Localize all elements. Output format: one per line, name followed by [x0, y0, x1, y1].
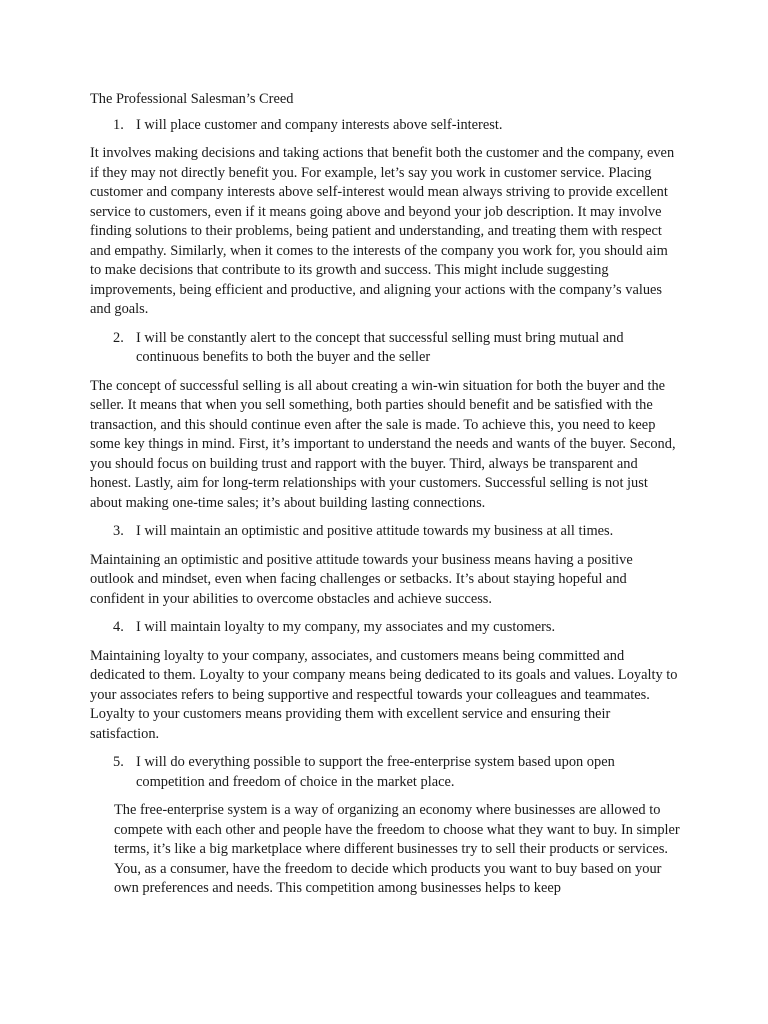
creed-item-1	[90, 116, 680, 136]
creed-item-5	[90, 753, 680, 792]
item-heading: I will place customer and company interests above self-interest.	[136, 116, 503, 133]
item-number: 1.	[113, 116, 124, 133]
document-page	[90, 90, 680, 908]
body-paragraph-3: Maintaining an optimistic and positive attitude towards your business means having a positive outlook and mindset, even when facing challenges or setbacks. It’s about staying hopeful and confident in your abilities to overcome obstacles and achieve success.	[90, 551, 633, 607]
item-number: 5.	[113, 754, 124, 770]
item-heading: I will maintain an optimistic and positive attitude towards my business at all times.	[136, 523, 614, 539]
item-heading: I will maintain loyalty to my company, my associates and my customers.	[136, 619, 556, 635]
creed-item-4	[90, 618, 680, 638]
creed-item-2	[90, 329, 680, 368]
item-number: 3.	[113, 523, 124, 539]
item-heading: I will be constantly alert to the concept that successful selling must bring mutual and continuous benefits to both the buyer and the seller	[136, 329, 624, 365]
body-paragraph-4: Maintaining loyalty to your company, associates, and customers means being committed and dedicated to them. Loyalty to your company means being dedicated to its goals and values. Loyalty to your associates refers to being supportive and respectful towards your colleagues and teammates. Loyalty to your customers means providing them with excellent service and ensuring their satisfaction.	[90, 647, 678, 742]
creed-item-3	[90, 522, 680, 542]
item-number: 2.	[113, 329, 124, 346]
body-paragraph-5: The free-enterprise system is a way of organizing an economy where businesses are allowed to compete with each other and people have the freedom to choose what they want to buy. In simpler terms, it’s like a big marketplace where different businesses try to sell their products or services. You, as a consumer, have the freedom to decide which products you want to buy based on your own preferences and needs. This competition among businesses helps to keep	[114, 802, 680, 896]
document-title: The Professional Salesman’s Creed	[90, 91, 294, 107]
body-paragraph-2: The concept of successful selling is all about creating a win-win situation for both the buyer and the seller. It means that when you sell something, both parties should benefit and be satisfied with the transaction, and this should continue even after the sale is made. To achieve this, you need to keep some key things in mind. First, it’s important to understand the needs and wants of the buyer. Second, you should focus on building trust and rapport with the buyer. Third, always be transparent and honest. Lastly, aim for long-term relationships with your customers. Successful selling is not just about making one-time sales; it’s about building lasting connections.	[90, 377, 676, 511]
item-number: 4.	[113, 619, 124, 635]
body-paragraph-1: It involves making decisions and taking actions that benefit both the customer and the company, even if they may not directly benefit you. For example, let’s say you work in customer service. Placing customer and company interests above self-interest would mean always striving to provide excellent service to customers, even if it means going above and beyond your job description. It may involve finding solutions to their problems, being patient and understanding, and treating them with respect and empathy. Similarly, when it comes to the interests of the company you work for, you should aim to make decisions that contribute to its growth and success. This might include suggesting improvements, being efficient and productive, and aligning your actions with the company’s values and goals.	[90, 145, 675, 317]
item-heading: I will do everything possible to support the free-enterprise system based upon open competition and freedom of choice in the market place.	[136, 754, 615, 790]
